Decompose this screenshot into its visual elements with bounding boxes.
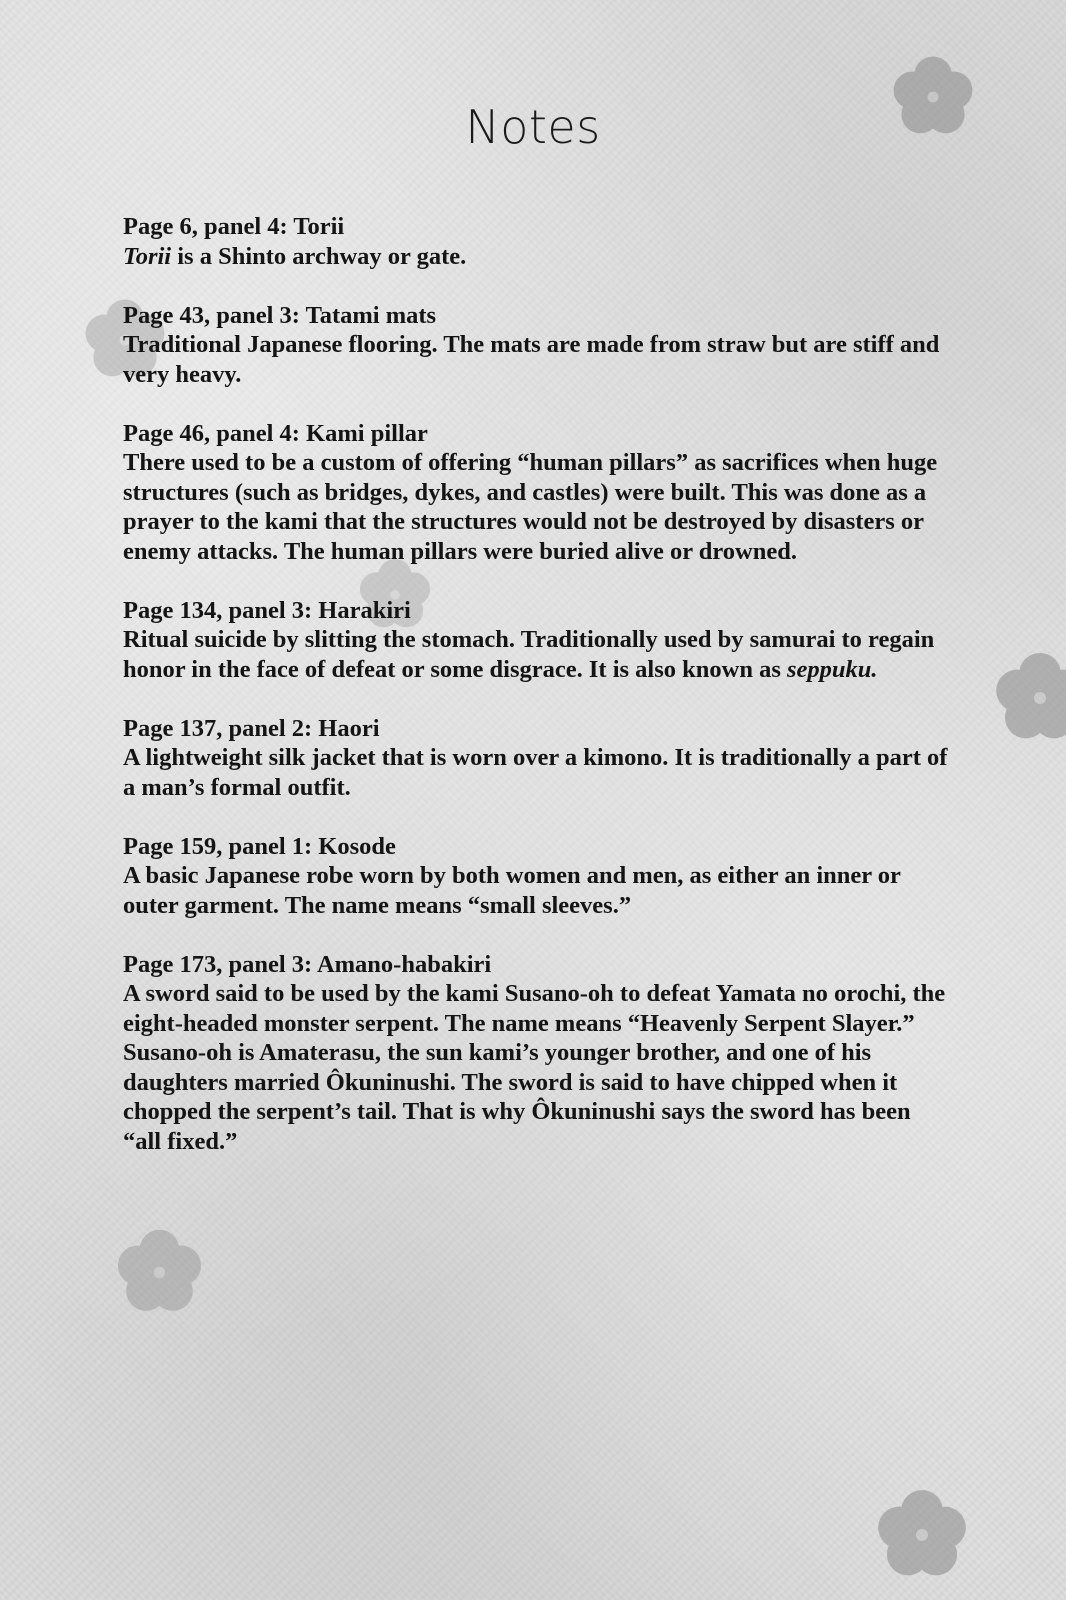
note-entry <box>123 950 953 1157</box>
note-entry <box>123 419 953 567</box>
note-body <box>123 330 953 389</box>
note-heading: Page 159, panel 1: Kosode <box>123 832 396 860</box>
note-text: is a Shinto archway or gate. <box>171 242 467 270</box>
flower-icon <box>872 1485 972 1585</box>
note-text: Traditional Japanese flooring. The mats are made from straw but are stiff and very heavy. <box>123 331 940 388</box>
note-text: A sword said to be used by the kami Susano-oh to defeat Yamata no orochi, the eight-headed monster serpent. The name means “Heavenly Serpent Slayer.” Susano-oh is Amaterasu, the sun kami’s younger brother, and one of his daughters married Ôkuninushi. The sword is said to have chipped when it chopped the serpent’s tail. That is why Ôkuninushi says the sword has been “all fixed.” <box>123 980 946 1155</box>
note-entry <box>123 301 953 390</box>
note-term: seppuku. <box>786 655 878 683</box>
note-entry <box>123 714 953 803</box>
note-entry <box>123 596 953 685</box>
note-heading: Page 6, panel 4: Torii <box>123 213 345 240</box>
note-text: A lightweight silk jacket that is worn over a kimono. It is traditionally a part of a man’s formal outfit. <box>123 744 948 801</box>
flower-icon <box>112 1225 207 1320</box>
note-body <box>123 625 953 684</box>
note-term: Torii <box>123 242 172 270</box>
page-title: Notes <box>465 100 601 154</box>
note-heading: Page 173, panel 3: Amano-habakiri <box>123 950 492 978</box>
note-heading: Page 43, panel 3: Tatami mats <box>123 301 437 329</box>
flower-icon <box>990 648 1066 748</box>
note-text: Ritual suicide by slitting the stomach. Traditionally used by samurai to regain honor in the face of defeat or some disgrace. It is also known as <box>123 626 935 683</box>
note-body <box>123 979 953 1156</box>
note-heading: Page 46, panel 4: Kami pillar <box>123 419 428 447</box>
note-body <box>123 861 953 920</box>
note-body <box>123 242 953 272</box>
note-body <box>123 743 953 802</box>
notes-list <box>123 212 953 1186</box>
note-entry <box>123 212 953 271</box>
note-heading: Page 137, panel 2: Haori <box>123 714 380 742</box>
note-text: A basic Japanese robe worn by both women and men, as either an inner or outer garment. The name means “small sleeves.” <box>123 862 901 919</box>
note-heading: Page 134, panel 3: Harakiri <box>123 596 411 624</box>
note-body <box>123 448 953 566</box>
note-entry <box>123 832 953 921</box>
note-text: There used to be a custom of offering “human pillars” as sacrifices when huge structures (such as bridges, dykes, and castles) were built. This was done as a prayer to the kami that the structures would not be destroyed by disasters or enemy attacks. The human pillars were buried alive or drowned. <box>123 449 938 565</box>
